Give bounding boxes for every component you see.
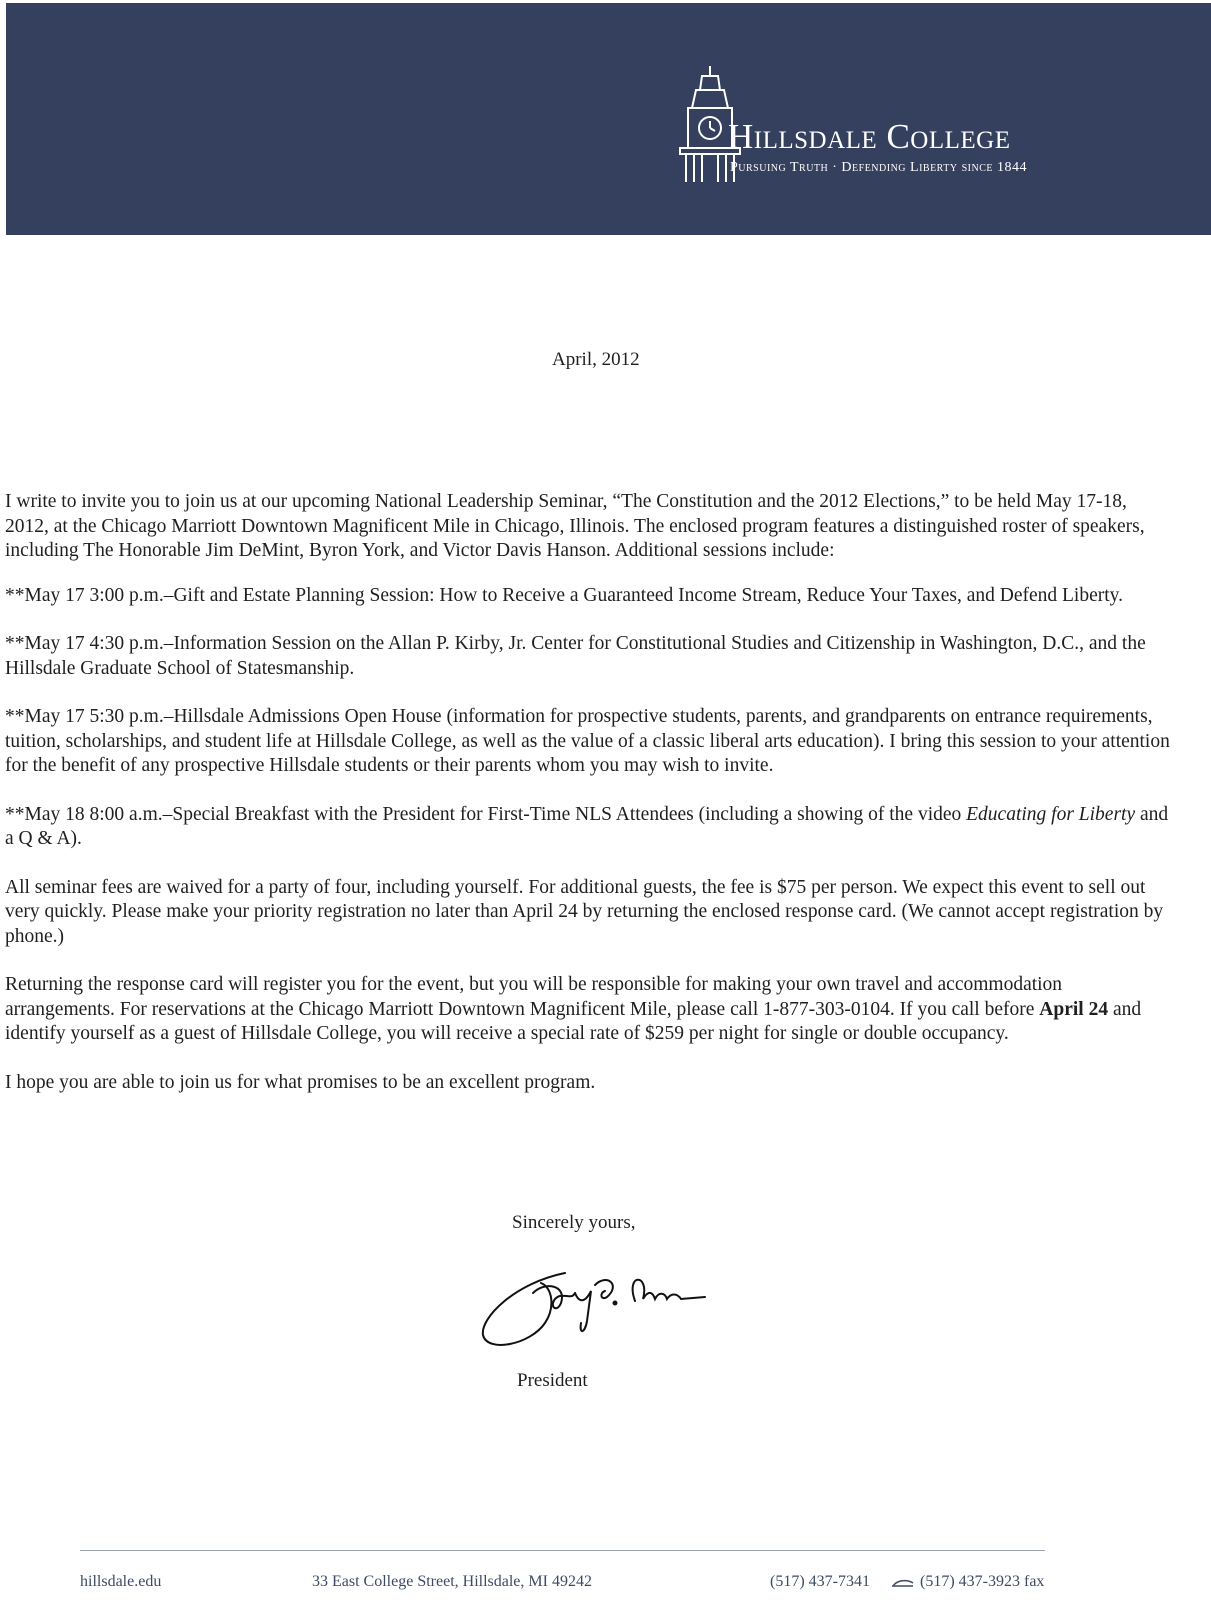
session-may17-430pm: **May 17 4:30 p.m.–Information Session on the Allan P. Kirby, Jr. Center for Constitutional Studies and Citizenship in Washington, D.C., and the Hillsdale Graduate School of Statesmanship. xyxy=(5,633,1146,679)
college-name: Hillsdale College xyxy=(728,117,1011,156)
footer-address: 33 East College Street, Hillsdale, MI 49242 xyxy=(312,1573,592,1590)
footer-phone: (517) 437-7341 xyxy=(770,1573,870,1590)
travel-paragraph xyxy=(5,973,1175,1047)
college-tagline: Pursuing Truth · Defending Liberty since 1844 xyxy=(730,160,1027,175)
fees-paragraph: All seminar fees are waived for a party of four, including yourself. For additional guests, the fee is $75 per person. We expect this event to sell out very quickly. Please make your priority registration no later than April 24 by returning the enclosed response card. (We cannot accept registration by phone.) xyxy=(5,876,1164,947)
signoff: Sincerely yours, xyxy=(512,1212,636,1233)
video-title: Educating for Liberty xyxy=(966,803,1136,825)
travel-text-after: and identify yourself as a guest of Hillsdale College, you will receive a special rate of $259 per night for single or double occupancy. xyxy=(5,998,1142,1044)
closing-paragraph: I hope you are able to join us for what promises to be an excellent program. xyxy=(5,1071,596,1093)
letter-date: April, 2012 xyxy=(552,349,640,370)
letterhead-band xyxy=(6,3,1211,235)
letter-body xyxy=(5,490,1175,1095)
session-may18-text-after: and a Q & A). xyxy=(5,803,1169,849)
deadline-date: April 24 xyxy=(1039,998,1109,1020)
footer-divider xyxy=(80,1550,1045,1551)
phone-fax-separator-icon xyxy=(891,1577,915,1589)
footer-fax: (517) 437-3923 fax xyxy=(920,1573,1045,1590)
footer-website: hillsdale.edu xyxy=(80,1573,162,1590)
intro-paragraph: I write to invite you to join us at our upcoming National Leadership Seminar, “The Constitution and the 2012 Elections,” to be held May 17-18, 2012, at the Chicago Marriott Downtown Magnificent Mile in Chicago, Illinois. The enclosed program features a distinguished roster of speakers, including The Honorable Jim DeMint, Byron York, and Victor Davis Hanson. Additional sessions include: xyxy=(5,491,1145,561)
signature-icon xyxy=(475,1263,710,1353)
session-may17-530pm: **May 17 5:30 p.m.–Hillsdale Admissions Open House (information for prospective students, parents, and grandparents on entrance requirements, tuition, scholarships, and student life at Hillsdale College, as well as the value of a classic liberal arts education). I bring this session to your attention for the benefit of any prospective Hillsdale students or their parents whom you may wish to invite. xyxy=(5,706,1170,776)
session-may18-text-before: **May 18 8:00 a.m.–Special Breakfast with the President for First-Time NLS Attendees (including a showing of the video xyxy=(5,803,967,825)
signer-title: President xyxy=(517,1370,588,1391)
travel-text-before: Returning the response card will register you for the event, but you will be responsible for making your own travel and accommodation arrangements. For reservations at the Chicago Marriott Downtown Magnificent Mile, please call 1-877-303-0104. If you call before xyxy=(5,974,1063,1020)
session-may17-3pm: **May 17 3:00 p.m.–Gift and Estate Planning Session: How to Receive a Guaranteed Income Stream, Reduce Your Taxes, and Defend Liberty. xyxy=(5,584,1124,606)
session-may18-8am xyxy=(5,803,1175,852)
